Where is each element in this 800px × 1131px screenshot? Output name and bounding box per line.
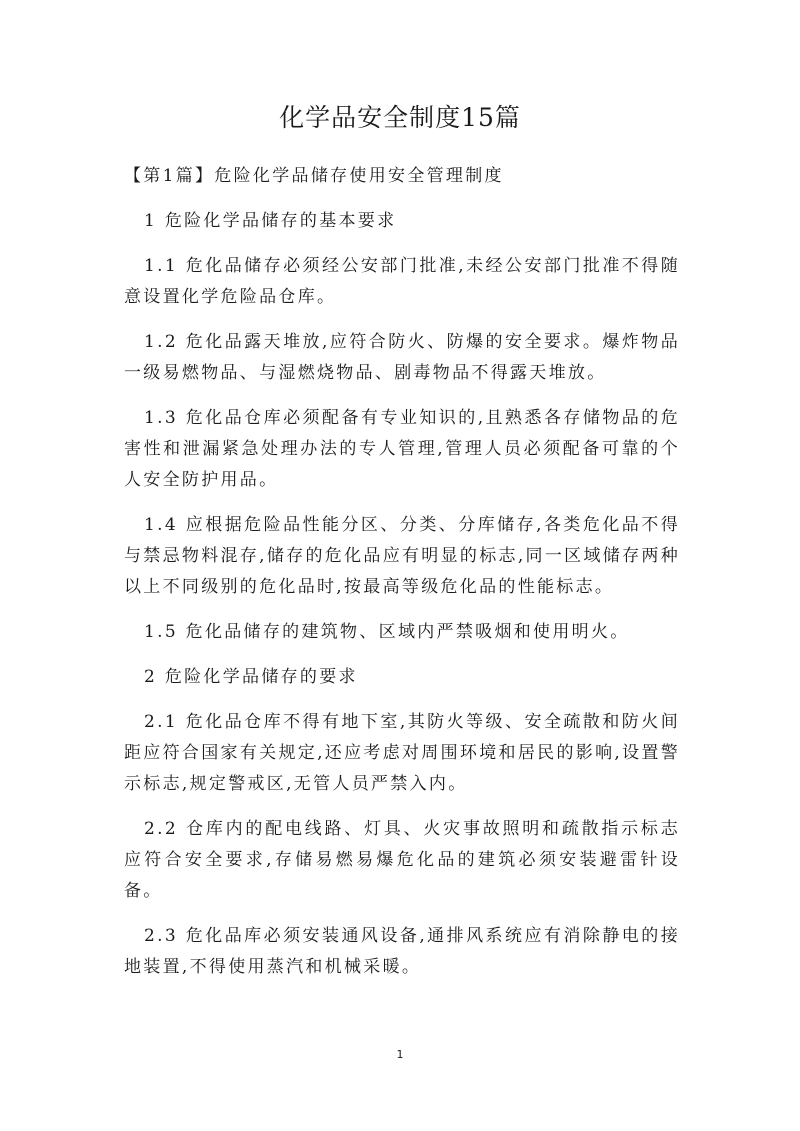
document-title: 化学品安全制度15篇 bbox=[279, 103, 521, 132]
section-heading: 1 危险化学品储存的基本要求 bbox=[144, 211, 397, 231]
document-body bbox=[124, 154, 680, 990]
clause-paragraph: 1.2 危化品露天堆放,应符合防火、防爆的安全要求。爆炸物品一级易燃物品、与湿燃烧物品、剧毒物品不得露天堆放。 bbox=[124, 332, 680, 383]
clause-paragraph: 1.3 危化品仓库必须配备有专业知识的,且熟悉各存储物品的危害性和泄漏紧急处理办法的专人管理,管理人员必须配备可靠的个人安全防护用品。 bbox=[124, 408, 680, 490]
clause-paragraph: 2.3 危化品库必须安装通风设备,通排风系统应有消除静电的接地装置,不得使用蒸汽和机械采暖。 bbox=[124, 926, 680, 977]
clause-paragraph: 1.1 危化品储存必须经公安部门批准,未经公安部门批准不得随意设置化学危险品仓库。 bbox=[124, 256, 680, 307]
clause-paragraph: 2.1 危化品仓库不得有地下室,其防火等级、安全疏散和防火间距应符合国家有关规定,还应考虑对周围环境和居民的影响,设置警示标志,规定警戒区,无管人员严禁入内。 bbox=[124, 712, 680, 794]
section-heading: 2 危险化学品储存的要求 bbox=[144, 667, 358, 687]
clause-paragraph: 2.2 仓库内的配电线路、灯具、火灾事故照明和疏散指示标志应符合安全要求,存储易燃易爆危化品的建筑必须安装避雷针设备。 bbox=[124, 819, 680, 901]
chapter-heading: 【第1篇】危险化学品储存使用安全管理制度 bbox=[124, 166, 504, 186]
clause-paragraph: 1.5 危化品储存的建筑物、区域内严禁吸烟和使用明火。 bbox=[144, 622, 630, 642]
page-number: 1 bbox=[396, 1048, 404, 1061]
clause-paragraph: 1.4 应根据危险品性能分区、分类、分库储存,各类危化品不得与禁忌物料混存,储存的危化品应有明显的标志,同一区域储存两种以上不同级别的危化品时,按最高等级危化品的性能标志。 bbox=[124, 515, 680, 597]
